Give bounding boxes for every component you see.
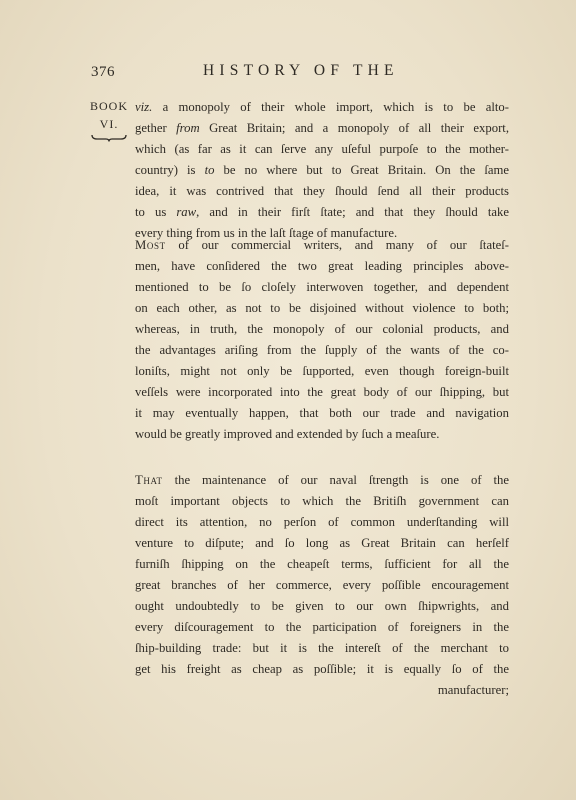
text-line: would be greatly improved and extended by ſuch a meaſure.: [135, 427, 440, 441]
text-line: which (as far as it can ſerve any uſeful purpoſe to the mother-: [135, 142, 509, 156]
text-line: That the maintenance of our naval ſtrength is one of the: [135, 473, 509, 487]
paragraph-1: [135, 97, 509, 244]
text-line: get his freight as cheap as poſſible; it is equally ſo of the: [135, 662, 509, 676]
margin-note-book: BOOK: [89, 99, 128, 113]
text-line: every diſcouragement to the participation of foreigners in the: [135, 620, 509, 634]
text-line: ought undoubtedly to be given to our own ſhipwrights, and: [135, 599, 509, 613]
brace-ornament-icon: [91, 134, 127, 142]
text-line: to us raw, and in their firſt ſtate; and that they ſhould take: [135, 205, 509, 219]
catchword: manufacturer;: [437, 683, 509, 697]
running-head: HISTORY OF THE: [203, 62, 399, 79]
text-line: great branches of her commerce, every poſſible encouragement: [135, 578, 509, 592]
paragraph-lead-word: Most: [135, 238, 166, 252]
text-line: on each other, as not to be disjoined without violence to both;: [135, 301, 509, 315]
text-line: country) is to be no where but to Great Britain. On the ſame: [135, 163, 509, 177]
text-line: moſt important objects to which the Britiſh government can: [135, 494, 509, 508]
text-line: men, have conſidered the two great leading principles above-: [135, 259, 509, 273]
text-line: direct its attention, no perſon of common underſtanding will: [135, 515, 509, 529]
margin-note: [89, 97, 129, 142]
margin-note-volume: VI.: [99, 117, 119, 131]
text-line: viz. a monopoly of their whole import, which is to be alto-: [135, 100, 509, 114]
paragraph-3: [135, 470, 509, 701]
paragraph-lead-word: That: [135, 473, 163, 487]
text-line: ſhip-building trade: but it is the intereſt of the merchant to: [135, 641, 509, 655]
text-line: mentioned to be ſo cloſely interwoven together, and dependent: [135, 280, 509, 294]
text-line: venture to diſpute; and ſo long as Great Britain can herſelf: [135, 536, 509, 550]
text-line: veſſels were incorporated into the great body of our ſhipping, but: [135, 385, 509, 399]
page-number: 376: [91, 64, 115, 80]
text-line: idea, it was contrived that they ſhould ſend all their products: [135, 184, 509, 198]
text-line: the advantages ariſing from the ſupply of the wants of the co-: [135, 343, 509, 357]
paragraph-2: [135, 235, 509, 445]
text-line: it may eventually happen, that both our trade and navigation: [135, 406, 509, 420]
text-line: whereas, in truth, the monopoly of our colonial products, and: [135, 322, 509, 336]
text-line: gether from Great Britain; and a monopoly of all their export,: [135, 121, 509, 135]
text-line: Most of our commercial writers, and many of our ſtateſ-: [135, 238, 509, 252]
text-line: furniſh ſhipping on the cheapeſt terms, ſufficient for all the: [135, 557, 509, 571]
text-line: every thing from us in the laſt ſtage of manufacture.: [135, 226, 398, 240]
text-line: loniſts, might not only be ſupported, even though foreign-built: [135, 364, 509, 378]
